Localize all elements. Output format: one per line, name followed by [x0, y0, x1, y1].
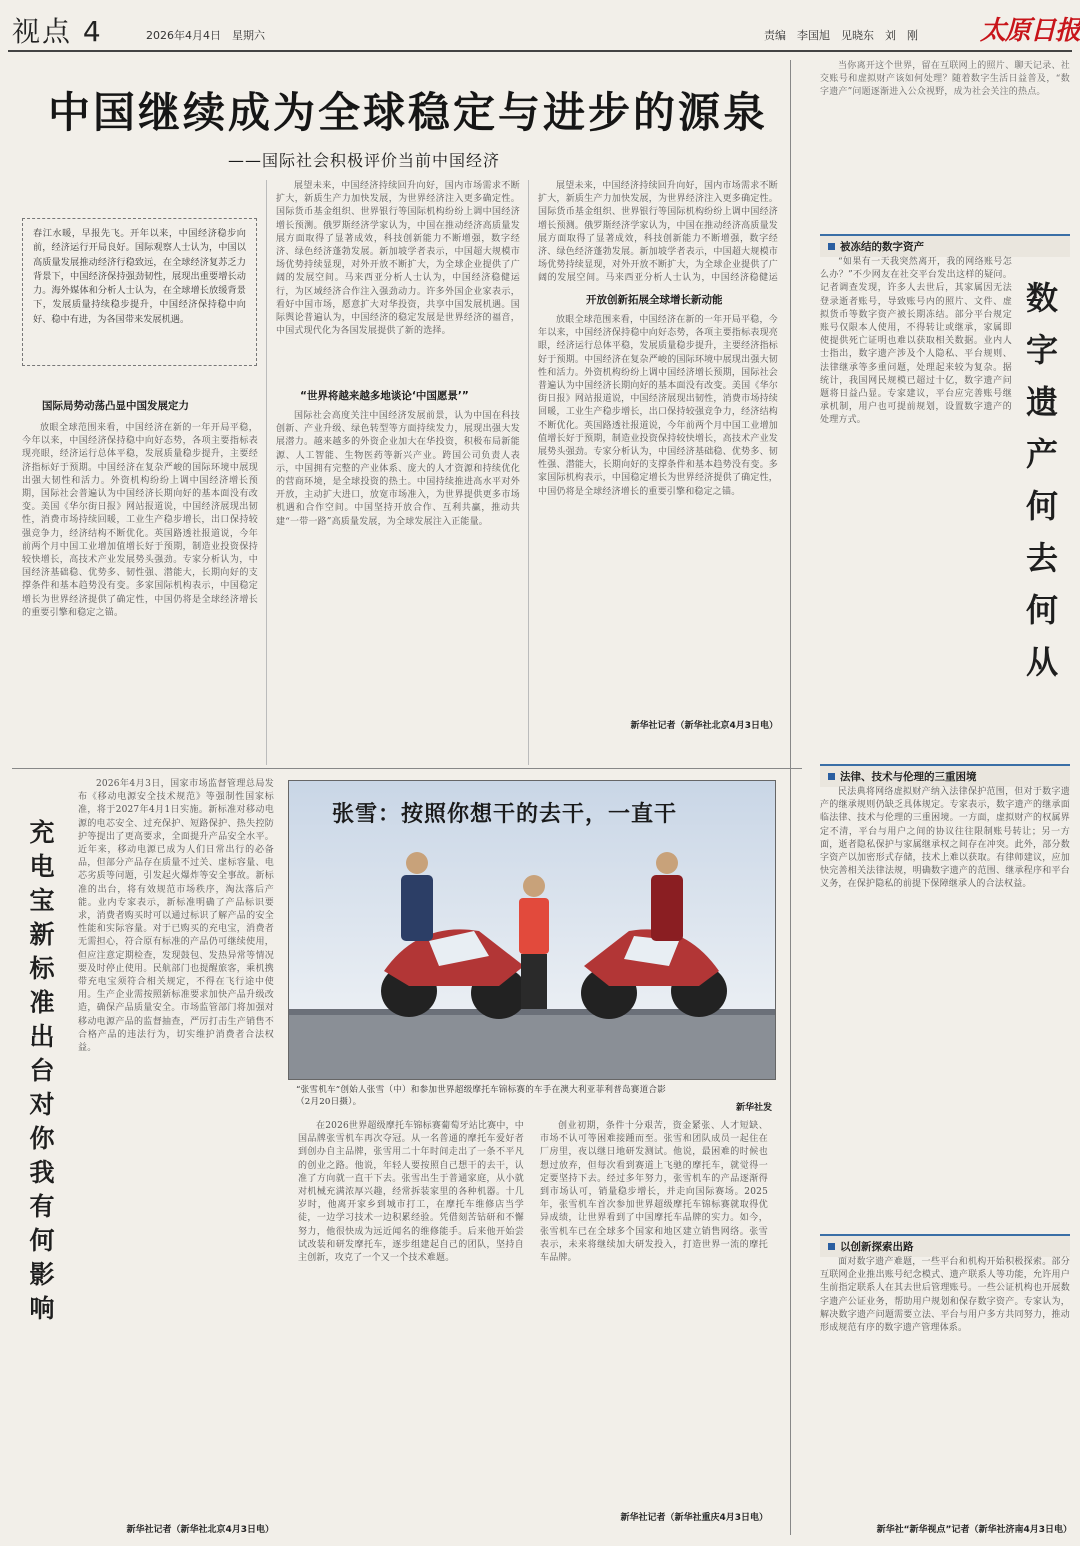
col-divider: [266, 180, 267, 765]
section-square-icon: [828, 773, 835, 780]
digital-section-1-title: 被冻结的数字资产: [840, 241, 924, 253]
main-col-1: [22, 422, 258, 760]
main-headline: 中国继续成为全球稳定与进步的源泉: [48, 88, 769, 137]
feature-byline: 新华社记者（新华社重庆4月3日电）: [620, 1513, 768, 1523]
digital-title: [1018, 272, 1066, 688]
main-col-2b: [276, 410, 520, 760]
digital-section-1-text: “如果有一天我突然离开，我的网络账号怎么办？”不少网友在社交平台发出这样的疑问。记者调查发现，许多人去世后，其家属因无法登录逝者账号，导致账号内的照片、文件、虚拟货币等数字资产被长期冻结。部分平台规定账号仅限本人使用，不得转让或继承，家属即使提供死亡证明也难以获取相关数据。业内人士指出，数字遗产涉及个人隐私、平台规则、法律继承等多重问题，处理起来较为复杂。据统计，我国网民规模已超过十亿，数字遗产问题将日益凸显。专家建议，平台应完善账号继承机制，用户也可提前规划，设置数字遗产的处理方式。: [820, 257, 1012, 426]
section-label: 视点 4: [12, 15, 103, 48]
main-col-1-text: 放眼全球范围来看，中国经济在新的一年开局平稳，今年以来，中国经济保持稳中向好态势，各项主要指标表现亮眼，经济运行总体平稳，发展质量稳步提升，主要经济指标好于预期。中国经济在复杂严峻的国际环境中展现出强大韧性和活力。外资机构纷纷上调中国经济增长预期，国际社会普遍认为中国经济长期向好的基本面没有改变。美国《华尔街日报》网站报道说，中国经济展现出韧性，消费市场持续回暖，工业生产稳步增长，出口保持较强竞争力，经济结构不断优化。英国路透社报道说，今年前两个月中国工业增加值增长好于预期，制造业投资保持较快增长，高技术产业发展势头强劲。专家分析认为，中国经济基础稳、优势多、韧性强、潜能大，长期向好的支撑条件和基本趋势没有变。多家国际机构表示，中国稳定增长为世界经济提供了确定性，中国仍将是全球经济增长的重要引擎和稳定之锚。: [22, 423, 258, 618]
feature-headline: 张雪：按照你想干的去干，一直干: [332, 802, 678, 827]
digital-section-3-head: [820, 1234, 1070, 1257]
powerbank-title-text: 充电宝新标准出台 对你我有何影响: [29, 818, 55, 1323]
main-subheadline: ——国际社会积极评价当前中国经济: [228, 151, 501, 170]
powerbank-byline: 新华社记者（新华社北京4月3日电）: [126, 1525, 274, 1535]
digital-section-3-body: [820, 1256, 1070, 1518]
digital-top-continuation: [820, 60, 1070, 210]
digital-top-text: 当你离开这个世界，留在互联网上的照片、聊天记录、社交账号和虚拟财产该如何处理？随着数字生活日益普及，“数字遗产”问题逐渐进入公众视野，成为社会关注的热点。: [820, 61, 1070, 98]
feature-col-right: [540, 1120, 768, 1500]
editor-credits: 责编 李国旭 见晓东 刘 刚: [764, 29, 918, 42]
digital-section-2-text: 民法典将网络虚拟财产纳入法律保护范围，但对于数字遗产的继承规则仍缺乏具体规定。专家表示，数字遗产的继承面临法律、技术与伦理的三重困境。一方面，虚拟财产的权属界定不清，平台与用户之间的协议往往限制账号转让；另一方面，逝者隐私保护与家属继承权之间存在冲突。此外，部分数字资产以加密形式存储，技术上难以获取。有律师建议，应加快完善相关法律法规，明确数字遗产的范围、继承程序和平台义务，在保护隐私的前提下保障继承人的合法权益。: [820, 787, 1070, 890]
subhead-3: 开放创新拓展全球增长新动能: [586, 294, 723, 306]
main-col-3b: [538, 314, 778, 716]
main-col-2b-text: 国际社会高度关注中国经济发展前景，认为中国在科技创新、产业升级、绿色转型等方面持续发力，展现出强大发展潜力。越来越多的外资企业加大在华投资，积极布局新能源、人工智能、生物医药等新兴产业。跨国公司负责人表示，中国拥有完整的产业体系、庞大的人才资源和持续优化的营商环境，是全球投资的热土。中国持续推进高水平对外开放，主动扩大进口，放宽市场准入，为世界提供更多市场机遇和合作空间。中国坚持开放合作、互利共赢，推动共建“一带一路”高质量发展，为全球发展注入正能量。: [276, 411, 520, 527]
digital-section-1-head: [820, 234, 1070, 257]
newspaper-logo: 太原日报: [980, 16, 1080, 46]
main-col-2a: [276, 180, 520, 380]
main-byline: 新华社记者（新华社北京4月3日电）: [630, 721, 778, 731]
digital-section-2-body: [820, 786, 1070, 1226]
powerbank-title: [20, 816, 64, 1326]
digital-section-2-title: 法律、技术与伦理的三重困境: [840, 771, 977, 783]
digital-byline: 新华社“新华视点”记者（新华社济南4月3日电）: [876, 1525, 1072, 1535]
feature-col-left: [298, 1120, 524, 1518]
subhead-1: 国际局势动荡凸显中国发展定力: [42, 400, 189, 412]
lead-box: 春江水暖，早报先飞。开年以来，中国经济稳步向前，经济运行开局良好。国际观察人士认为，中国以高质量发展推动经济行稳致远，在全球经济复苏乏力背景下，中国经济保持强劲韧性，展现出重要增长动力。海外媒体和分析人士认为，在全球增长放缓背景下，发展质量持续稳步提升，中国经济保持稳中向好、稳中有进，为各国带来发展机遇。: [22, 218, 257, 366]
main-col-3a-text: 展望未来，中国经济持续回升向好，国内市场需求不断扩大，新质生产力加快发展，为世界经济注入更多确定性。国际货币基金组织、世界银行等国际机构纷纷上调中国经济增长预测。俄罗斯经济学家认为，中国在推动经济高质量发展方面取得了显著成效，科技创新能力不断增强，数字经济、绿色经济蓬勃发展。新加坡学者表示，中国超大规模市场优势持续显现，对外开放不断扩大，为全球企业提供了广阔的发展空间。马来西亚分析人士认为，中国经济稳健运: [538, 181, 778, 284]
digital-section-1-body: [820, 256, 1012, 756]
feature-col-right-text: 创业初期，条件十分艰苦，资金紧张、人才短缺、市场不认可等困难接踵而至。张雪和团队成员一起住在厂房里，夜以继日地研发测试。他说，最困难的时候也想过放弃，但每次看到赛道上飞驰的摩托车，就觉得一定要坚持下去。经过多年努力，张雪机车的产品逐渐得到市场认可，销量稳步增长，并走向国际赛场。2025年，张雪机车首次参加世界超级摩托车锦标赛就取得优异成绩，让世界看到了中国摩托车品牌的实力。如今，张雪机车已在全球多个国家和地区建立销售网络。张雪表示，未来将继续加大研发投入，打造世界一流的摩托车品牌。: [540, 1121, 768, 1264]
header-rule: [8, 50, 1072, 52]
digital-section-2-head: [820, 764, 1070, 787]
main-col-3b-text: 放眼全球范围来看，中国经济在新的一年开局平稳，今年以来，中国经济保持稳中向好态势，各项主要指标表现亮眼，经济运行总体平稳，发展质量稳步提升，主要经济指标好于预期。中国经济在复杂严峻的国际环境中展现出强大韧性和活力。外资机构纷纷上调中国经济增长预期，国际社会普遍认为中国经济长期向好的基本面没有改变。美国《华尔街日报》网站报道说，中国经济展现出韧性，消费市场持续回暖，工业生产稳步增长，出口保持较强竞争力，经济结构不断优化。英国路透社报道说，今年前两个月中国工业增加值增长好于预期，制造业投资保持较快增长，高技术产业发展势头强劲。专家分析认为，中国经济基础稳、优势多、韧性强、潜能大，长期向好的支撑条件和基本趋势没有变。多家国际机构表示，中国稳定增长为世界经济提供了确定性，中国仍将是全球经济增长的重要引擎和稳定之锚。: [538, 315, 778, 497]
main-col-2a-text: 展望未来，中国经济持续回升向好，国内市场需求不断扩大，新质生产力加快发展，为世界经济注入更多确定性。国际货币基金组织、世界银行等国际机构纷纷上调中国经济增长预测。俄罗斯经济学家认为，中国在推动经济高质量发展方面取得了显著成效，科技创新能力不断增强，数字经济、绿色经济蓬勃发展。新加坡学者表示，中国超大规模市场优势持续显现，对外开放不断扩大，为全球企业提供了广阔的发展空间。马来西亚分析人士认为，中国经济稳健运行，为区域经济合作注入强劲动力。许多外国企业家表示，看好中国市场，愿意扩大对华投资，共享中国发展机遇。国际舆论普遍认为，中国经济的稳定发展是世界经济的福音，中国式现代化为各国发展提供了新的选择。: [276, 181, 520, 337]
digital-title-text: 数字遗产何去何从: [1025, 279, 1058, 681]
section-square-icon: [828, 1243, 835, 1250]
feature-col-left-text: 在2026世界超级摩托车锦标赛葡萄牙站比赛中，中国品牌张雪机车再次夺冠。从一名普通的摩托车爱好者到创办自主品牌，张雪用二十年时间走出了一条不平凡的创业之路。他说，年轻人要按照自己想干的去干，认准了方向就一直干下去。张雪出生于普通家庭，从小就对机械充满浓厚兴趣，经常拆装家里的各种机器。十几岁时，他离开家乡到城市打工，在摩托车维修店当学徒，一边学习技术一边积累经验。凭借刻苦钻研和不懈努力，他很快成为远近闻名的维修能手。后来他开始尝试改装和研发摩托车，逐步组建起自己的团队，坚持自主创新，攻克了一个又一个技术难题。: [298, 1121, 524, 1264]
subhead-2: “世界将越来越多地谈论‘中国愿景’”: [300, 390, 469, 402]
section-rule: [12, 768, 802, 769]
powerbank-body-text: 2026年4月3日，国家市场监督管理总局发布《移动电源安全技术规范》等强制性国家标准，将于2027年4月1日实施。新标准对移动电源的电芯安全、过充保护、短路保护、热失控防护等提出了更高要求，全面提升产品安全水平。近年来，移动电源已成为人们日常出行的必备品，但部分产品存在质量不过关、虚标容量、电芯劣质等问题，引发起火爆炸等安全事故。新标准的出台，将有效规范市场秩序，淘汰落后产能。业内专家表示，新标准明确了产品标识要求，消费者购买时可以通过标识了解产品的安全性能和实际容量。对于已购买的充电宝，消费者无需担心，符合原有标准的产品仍可继续使用，但应注意定期检查，发现鼓包、发热异常等情况要及时停止使用。民航部门也提醒旅客，乘机携带充电宝须符合相关规定，不得在飞行途中使用。生产企业需按照新标准要求加快产品升级改造，确保产品质量安全。市场监管部门将加强对移动电源产品的监督抽查，严厉打击生产销售不合格产品的违法行为，切实维护消费者合法权益。: [78, 779, 274, 1054]
photo-credit: 新华社发: [735, 1103, 772, 1113]
right-divider: [790, 60, 791, 1535]
main-col-3a: [538, 180, 778, 285]
photo-caption: “张雪机车”创始人张雪（中）和参加世界超级摩托车锦标赛的车手在澳大利亚菲利普岛赛道合影（2月20日摄）。: [296, 1085, 666, 1107]
col-divider: [528, 180, 529, 765]
powerbank-body: [78, 778, 274, 1518]
digital-section-3-text: 面对数字遗产难题，一些平台和机构开始积极探索。部分互联网企业推出账号纪念模式、遗产联系人等功能，允许用户生前指定联系人在其去世后管理账号。一些公证机构也开展数字遗产公证业务，帮助用户规划和保存数字资产。专家认为，解决数字遗产问题需要立法、平台与用户多方共同努力，推动形成规范有序的数字遗产管理体系。: [820, 1257, 1070, 1334]
issue-date: 2026年4月4日 星期六: [146, 29, 265, 42]
digital-section-3-title: 以创新探索出路: [840, 1241, 914, 1253]
section-square-icon: [828, 243, 835, 250]
